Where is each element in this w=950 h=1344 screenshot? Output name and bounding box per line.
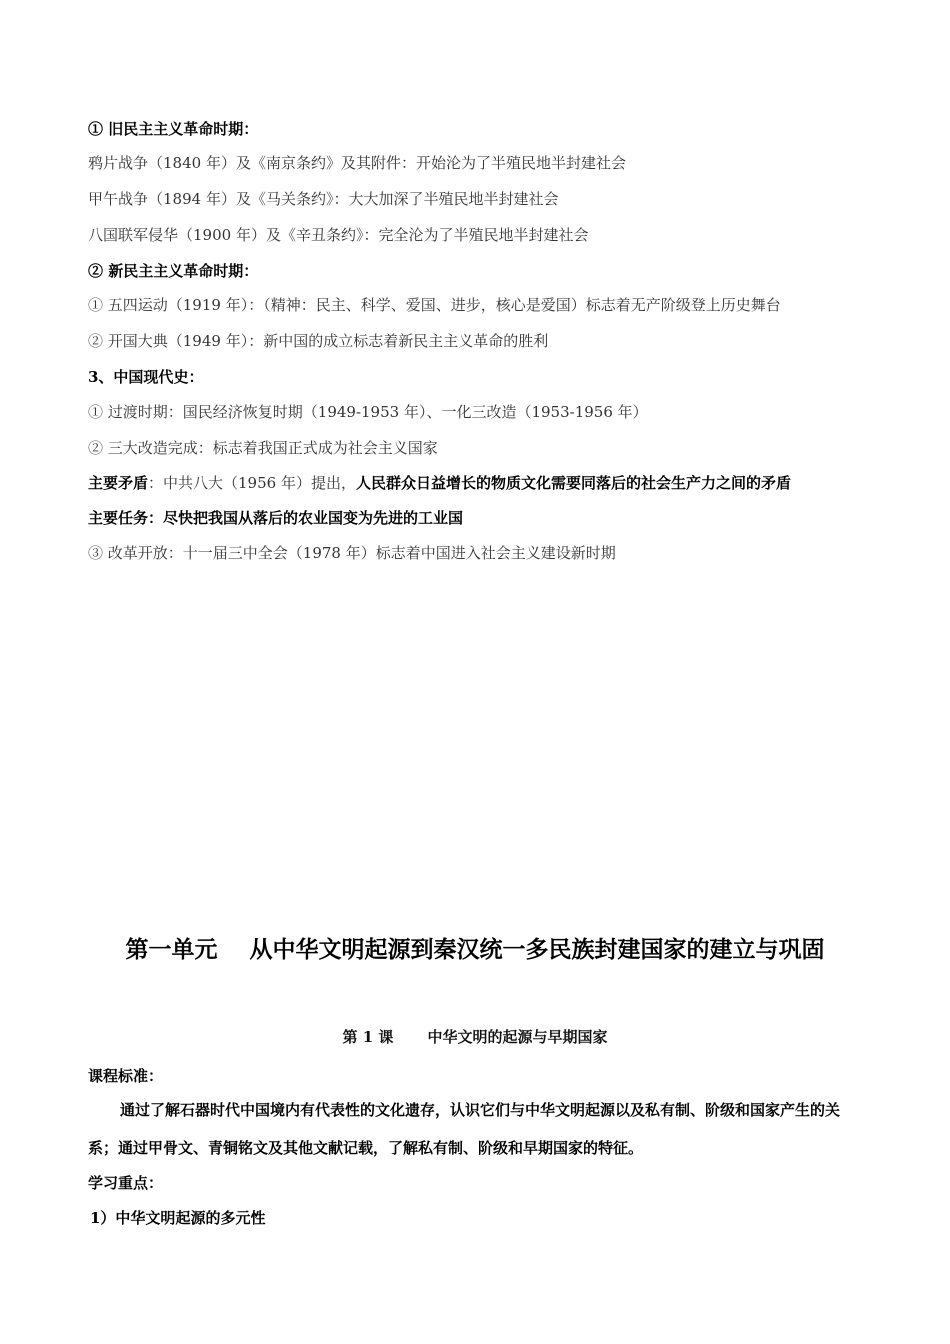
- focus-label: 学习重点：: [88, 1174, 164, 1192]
- lesson-title: [0, 1027, 950, 1047]
- reform-opening-line: ③ 改革开放：十一届三中全会（1978 年）标志着中国进入社会主义建设新时期: [88, 544, 616, 562]
- main-contradiction-line: [88, 473, 791, 493]
- main-contradiction-source: ：中共八大（1956 年）提出，: [148, 474, 356, 492]
- main-contradiction-label: 主要矛盾: [88, 474, 149, 492]
- modern-history-heading: 3、中国现代史：: [88, 368, 204, 386]
- lesson-name: 中华文明的起源与早期国家: [427, 1028, 608, 1046]
- curriculum-text: 通过了解石器时代中国境内有代表性的文化遗存，认识它们与中华文明起源以及私有制、阶级和国家产生的关系；通过甲骨文、青铜铭文及其他文献记载，了解私有制、阶级和早期国家的特征。: [88, 1101, 841, 1157]
- unit-title: 第一单元 从中华文明起源到秦汉统一多民族封建国家的建立与巩固: [125, 937, 825, 963]
- founding-ceremony-line: ② 开国大典（1949 年）：新中国的成立标志着新民主主义革命的胜利: [88, 332, 549, 350]
- main-contradiction-text: 人民群众日益增长的物质文化需要同落后的社会生产力之间的矛盾: [355, 474, 791, 492]
- three-transformations-line: ② 三大改造完成：标志着我国正式成为社会主义国家: [88, 439, 438, 457]
- opium-war-line: 鸦片战争（1840 年）及《南京条约》及其附件：开始沦为了半殖民地半封建社会: [88, 154, 626, 172]
- focus-item-1: 1）中华文明起源的多元性: [90, 1209, 266, 1227]
- new-democratic-heading: ② 新民主主义革命时期：: [88, 262, 259, 280]
- eight-nation-line: 八国联军侵华（1900 年）及《辛丑条约》：完全沦为了半殖民地半封建社会: [88, 226, 589, 244]
- lesson-number: 第 1 课: [342, 1028, 394, 1046]
- curriculum-label: 课程标准：: [88, 1067, 164, 1085]
- transition-period-line: ① 过渡时期：国民经济恢复时期（1949-1953 年）、一化三改造（1953-1956 年）: [88, 403, 648, 421]
- may-fourth-line: ① 五四运动（1919 年）：（精神：民主、科学、爱国、进步，核心是爱国）标志着无产阶级登上历史舞台: [88, 296, 781, 314]
- main-task-line: 主要任务：尽快把我国从落后的农业国变为先进的工业国: [88, 509, 464, 527]
- old-democratic-heading: ① 旧民主主义革命时期：: [88, 120, 259, 138]
- sino-japanese-war-line: 甲午战争（1894 年）及《马关条约》：大大加深了半殖民地半封建社会: [88, 190, 559, 208]
